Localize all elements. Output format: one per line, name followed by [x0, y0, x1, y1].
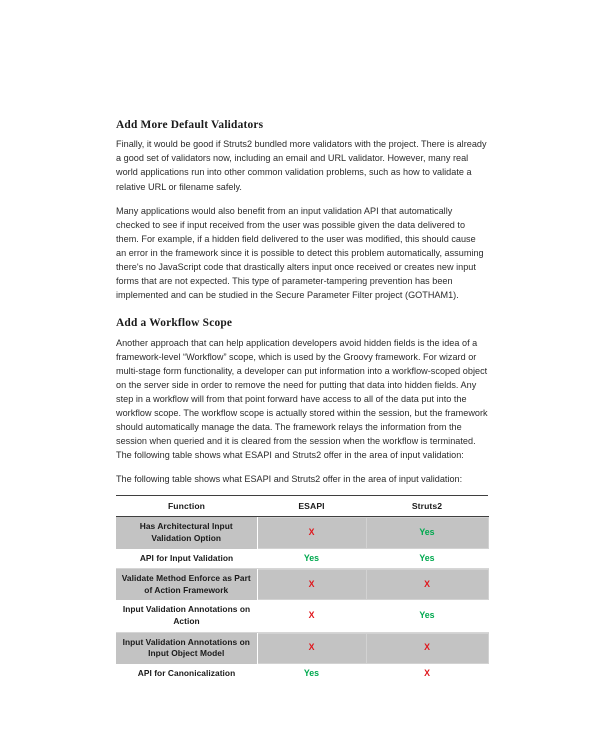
table-row — [116, 517, 488, 549]
function-label: API for Canonicalization — [137, 667, 236, 678]
cell-function — [116, 664, 257, 684]
cell-esapi — [257, 569, 366, 601]
section-heading-workflow-scope: Add a Workflow Scope — [116, 317, 233, 330]
cell-function — [116, 549, 257, 569]
cell-struts2 — [366, 569, 488, 601]
cell-esapi — [257, 664, 366, 684]
status-mark-struts2: X — [424, 642, 430, 653]
cell-function — [116, 517, 257, 549]
input-validation-comparison-table — [116, 495, 489, 683]
status-mark-struts2: X — [424, 579, 430, 590]
paragraph-workflow-1: Another approach that can help application developers avoid hidden fields is the idea of a framework-level “Workflow” scope, which is used by the Groovy framework. For wizard or multi-stage form functionality, a developer can put information into a workflow-scoped object on the server side in order to remove the need for putting that data into hidden fields. Any step in a workflow will from that point forward have access to all of the data put into the workflow scope. The workflow scope is actually stored within the session, but the framework should automatically manage the data. The framework relays the information from the session when queried and it is cleared from the session when the workflow is terminated. The following table shows what ESAPI and Struts2 offer in the area of input validation: — [116, 337, 488, 461]
cell-struts2 — [366, 549, 488, 569]
status-mark-esapi: X — [308, 610, 315, 621]
table-row — [116, 664, 488, 684]
table-row — [116, 632, 488, 664]
cell-esapi — [257, 600, 366, 632]
column-header-function: Function — [116, 496, 257, 517]
function-label: API for Input Validation — [139, 552, 234, 563]
status-mark-esapi: Yes — [303, 552, 320, 563]
cell-function — [116, 569, 257, 601]
cell-esapi — [257, 517, 366, 549]
cell-function — [116, 600, 257, 632]
function-label: Input Validation Annotations on Input Object Model — [122, 636, 250, 659]
status-mark-struts2: Yes — [419, 610, 435, 621]
table-row — [116, 600, 488, 632]
status-mark-struts2: X — [424, 667, 430, 678]
table-head — [116, 496, 488, 517]
table-row — [116, 549, 488, 569]
document-content — [116, 118, 488, 683]
table-header-row — [116, 496, 488, 517]
status-mark-esapi: X — [308, 642, 315, 653]
column-header-struts2: Struts2 — [366, 496, 488, 517]
status-mark-struts2: Yes — [419, 527, 435, 538]
cell-esapi — [257, 549, 366, 569]
cell-struts2 — [366, 517, 488, 549]
status-mark-esapi: X — [308, 527, 315, 538]
table-intro-text: The following table shows what ESAPI and Struts2 offer in the area of input validation: — [116, 474, 463, 485]
status-mark-esapi: X — [308, 579, 315, 590]
cell-function — [116, 632, 257, 664]
paragraph-validators-2: Many applications would also benefit from an input validation API that automatically checked to see if input received from the user was possible given the data delivered to them. For example, if a hidden field delivered to the user was modified, this should cause an error in the framework since it is possible to detect this problem automatically, assuming there's no JavaScript code that drastically alters input once received or creates new input forms that are not expected. This type of parameter-tampering prevention has been implemented and can be studied in the Secure Parameter Filter project (GOTHAM1). — [116, 205, 484, 301]
paragraph-validators-1: Finally, it would be good if Struts2 bundled more validators with the project. There is already a good set of validators now, including an email and URL validator. However, many real world applications run into other common validation problems, such as how to validate a relative URL or filename safely. — [116, 139, 487, 192]
function-label: Input Validation Annotations on Action — [122, 604, 251, 627]
cell-struts2 — [366, 664, 488, 684]
cell-struts2 — [366, 600, 488, 632]
status-mark-struts2: Yes — [419, 552, 435, 563]
table-body — [116, 517, 488, 683]
column-header-esapi: ESAPI — [257, 496, 366, 517]
table-row — [116, 569, 488, 601]
function-label: Validate Method Enforce as Part of Action Framework — [121, 573, 251, 595]
status-mark-esapi: Yes — [303, 667, 320, 678]
section-heading-validators: Add More Default Validators — [116, 119, 264, 131]
function-label: Has Architectural Input Validation Option — [139, 521, 233, 544]
cell-esapi — [257, 632, 366, 664]
cell-struts2 — [366, 632, 488, 664]
